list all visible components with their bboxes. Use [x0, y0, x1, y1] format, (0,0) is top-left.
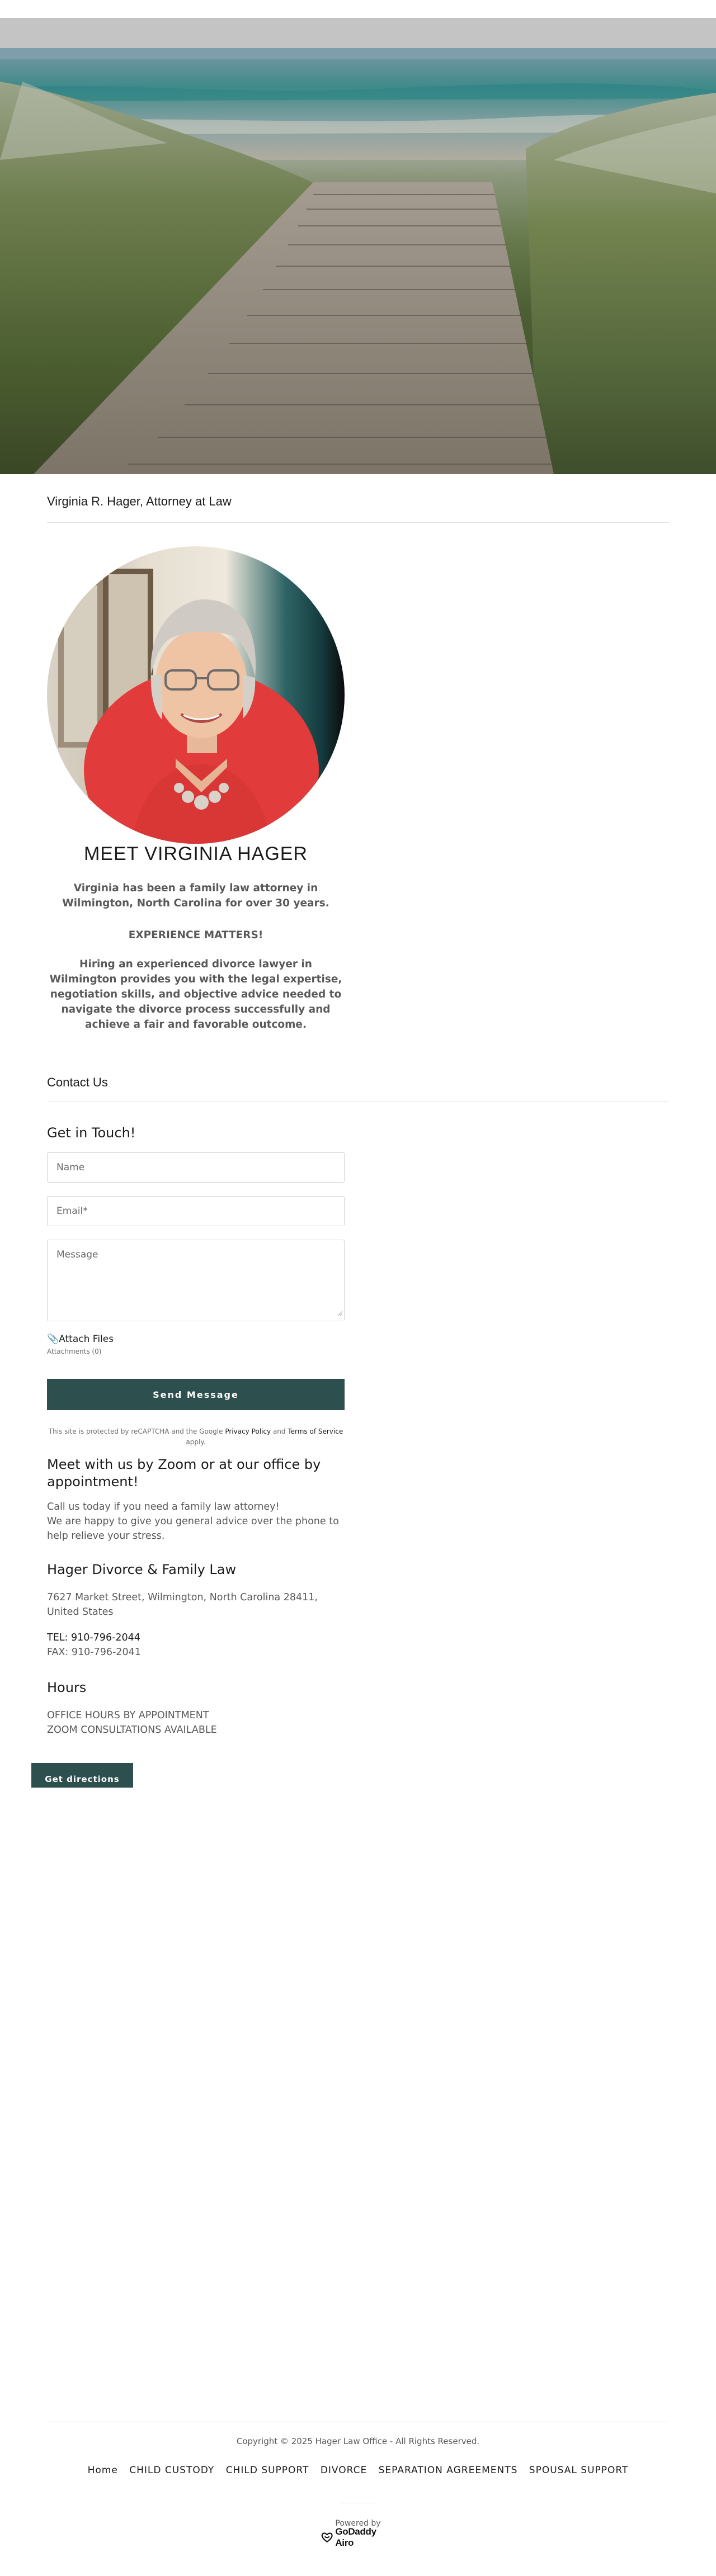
- hours-heading: Hours: [47, 1680, 87, 1695]
- recaptcha-suffix: apply.: [186, 1438, 206, 1446]
- bio-tagline: EXPERIENCE MATTERS!: [128, 929, 263, 941]
- attach-files-link[interactable]: [47, 1334, 114, 1345]
- paperclip-icon: 📎: [47, 1334, 59, 1345]
- attach-files-label: Attach Files: [59, 1334, 114, 1345]
- footer-nav-spousal-support[interactable]: SPOUSAL SUPPORT: [529, 2465, 629, 2476]
- recaptcha-and: and: [272, 1428, 286, 1435]
- office-fax: FAX: 910-796-2041: [47, 1647, 141, 1658]
- privacy-policy-link[interactable]: Privacy Policy: [225, 1428, 271, 1435]
- hero-image: [0, 48, 716, 474]
- footer-nav-child-custody[interactable]: CHILD CUSTODY: [129, 2465, 215, 2476]
- footer-nav-home[interactable]: Home: [87, 2465, 118, 2476]
- zoom-line-1: Call us today if you need a family law attorney!: [47, 1501, 280, 1512]
- site-title[interactable]: Virginia R. Hager, Attorney at Law: [47, 494, 232, 508]
- office-heading: Hager Divorce & Family Law: [47, 1562, 237, 1577]
- bio-intro: Virginia has been a family law attorney in Wilmington, North Carolina for over 30 years.: [62, 882, 329, 909]
- name-input[interactable]: [47, 1152, 345, 1183]
- form-heading: Get in Touch!: [47, 1125, 136, 1141]
- boardwalk-illustration: [0, 48, 716, 474]
- footer-nav: [0, 2465, 716, 2476]
- office-phone: [47, 1630, 345, 1645]
- footer-nav-separation-agreements[interactable]: SEPARATION AGREEMENTS: [378, 2465, 518, 2476]
- godaddy-brand-link[interactable]: [321, 2526, 395, 2548]
- meet-heading: MEET VIRGINIA HAGER: [83, 843, 308, 864]
- contact-section-title: Contact Us: [47, 1075, 108, 1089]
- message-textarea[interactable]: [47, 1240, 345, 1321]
- header-divider: [47, 522, 669, 523]
- attorney-portrait: [47, 546, 345, 844]
- hours-line-2: ZOOM CONSULTATIONS AVAILABLE: [47, 1724, 217, 1736]
- office-address: 7627 Market Street, Wilmington, North Carolina 28411, United States: [47, 1592, 318, 1618]
- footer-nav-divorce[interactable]: DIVORCE: [320, 2465, 368, 2476]
- top-bar: [0, 18, 716, 48]
- brand-text: GoDaddy Airo: [335, 2526, 376, 2548]
- attachments-count: Attachments (0): [47, 1348, 102, 1355]
- get-directions-button[interactable]: Get directions: [31, 1763, 133, 1788]
- zoom-line-2: We are happy to give you general advice over the phone to help relieve your stress.: [47, 1516, 339, 1542]
- footer-nav-child-support[interactable]: CHILD SUPPORT: [225, 2465, 309, 2476]
- godaddy-logo-icon: [321, 2532, 333, 2543]
- recaptcha-notice: [47, 1426, 345, 1448]
- resize-grip-icon[interactable]: [337, 1310, 342, 1316]
- email-input[interactable]: [47, 1196, 345, 1226]
- send-message-button[interactable]: Send Message: [47, 1379, 345, 1410]
- tel-link[interactable]: TEL: 910-796-2044: [47, 1632, 140, 1643]
- copyright: Copyright © 2025 Hager Law Office - All Rights Reserved.: [236, 2436, 480, 2446]
- bio-pitch: Hiring an experienced divorce lawyer in Wilmington provides you with the legal expertise, negotiation skills, and objective advice needed to navigate the divorce process successfully and achieve a fair and favorable outcome.: [49, 958, 342, 1031]
- powered-by: Powered by: [335, 2519, 381, 2528]
- recaptcha-prefix: This site is protected by reCAPTCHA and the Google: [48, 1428, 223, 1435]
- hours-line-1: OFFICE HOURS BY APPOINTMENT: [47, 1710, 209, 1721]
- zoom-heading: Meet with us by Zoom or at our office by appointment!: [47, 1457, 321, 1490]
- terms-of-service-link[interactable]: Terms of Service: [288, 1428, 343, 1435]
